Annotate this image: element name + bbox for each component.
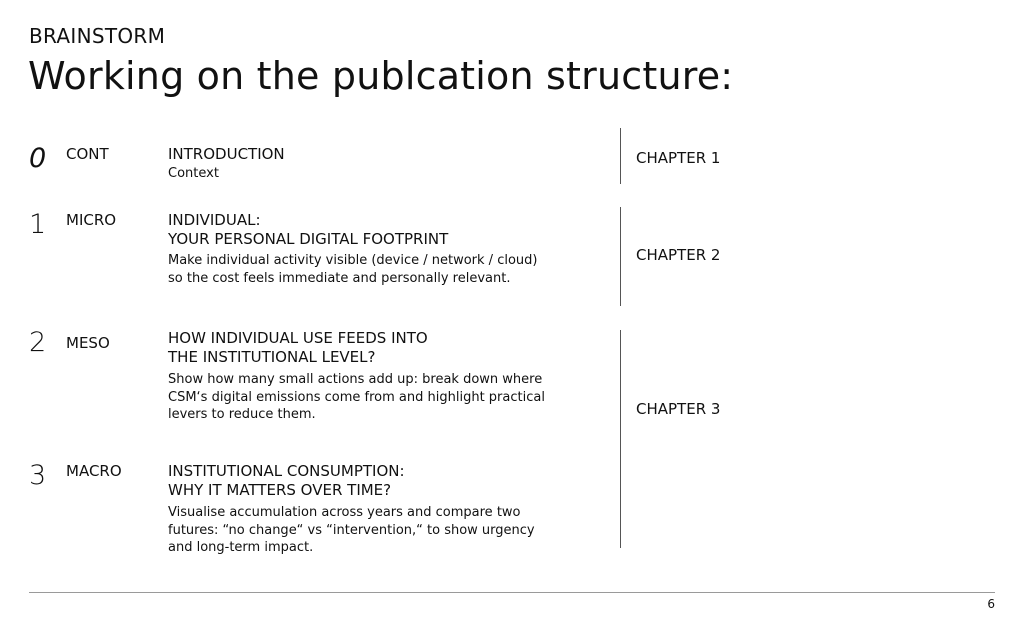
row-heading-line: THE INSTITUTIONAL LEVEL?: [168, 348, 376, 366]
row-level-label: MICRO: [66, 211, 117, 229]
page-title: Working on the publcation structure:: [28, 54, 734, 98]
row-heading-line: INDIVIDUAL:: [168, 211, 261, 229]
chapter-2-label: CHAPTER 2: [636, 246, 721, 264]
page-number: 6: [987, 597, 995, 611]
row-number: 3: [29, 460, 47, 491]
row-description: Make individual activity visible (device / network / cloud) so the cost feels immediate and personally relevant.: [168, 253, 538, 286]
row-level-label: MESO: [66, 334, 110, 352]
chapter-2-divider: [620, 207, 621, 306]
row-level-label: MACRO: [66, 462, 122, 480]
row-heading: [168, 211, 448, 249]
chapter-3-divider: [620, 330, 621, 548]
row-heading-line: HOW INDIVIDUAL USE FEEDS INTO: [168, 329, 428, 347]
chapter-3-label: CHAPTER 3: [636, 400, 721, 418]
row-level-label: CONT: [66, 145, 109, 163]
row-description: Visualise accumulation across years and compare two futures: “no change“ vs “intervention,“ to show urgency and long-term impact.: [168, 505, 535, 555]
row-heading: [168, 329, 428, 367]
section-kicker: BRAINSTORM: [29, 24, 166, 48]
chapter-1-divider: [620, 128, 621, 184]
row-number: 0: [29, 143, 47, 174]
row-number: 2: [29, 327, 47, 358]
row-heading-line: INTRODUCTION: [168, 145, 285, 163]
row-heading-line: INSTITUTIONAL CONSUMPTION:: [168, 462, 405, 480]
chapter-1-label: CHAPTER 1: [636, 149, 721, 167]
row-description: Show how many small actions add up: break down where CSM‘s digital emissions come from and highlight practical levers to reduce them.: [168, 372, 545, 422]
footer-divider: [29, 592, 995, 593]
row-description: Context: [168, 166, 219, 181]
row-heading-line: WHY IT MATTERS OVER TIME?: [168, 481, 392, 499]
row-number: 1: [29, 209, 47, 240]
row-heading-line: YOUR PERSONAL DIGITAL FOOTPRINT: [168, 230, 449, 248]
row-heading: [168, 462, 405, 500]
row-heading: [168, 145, 285, 164]
